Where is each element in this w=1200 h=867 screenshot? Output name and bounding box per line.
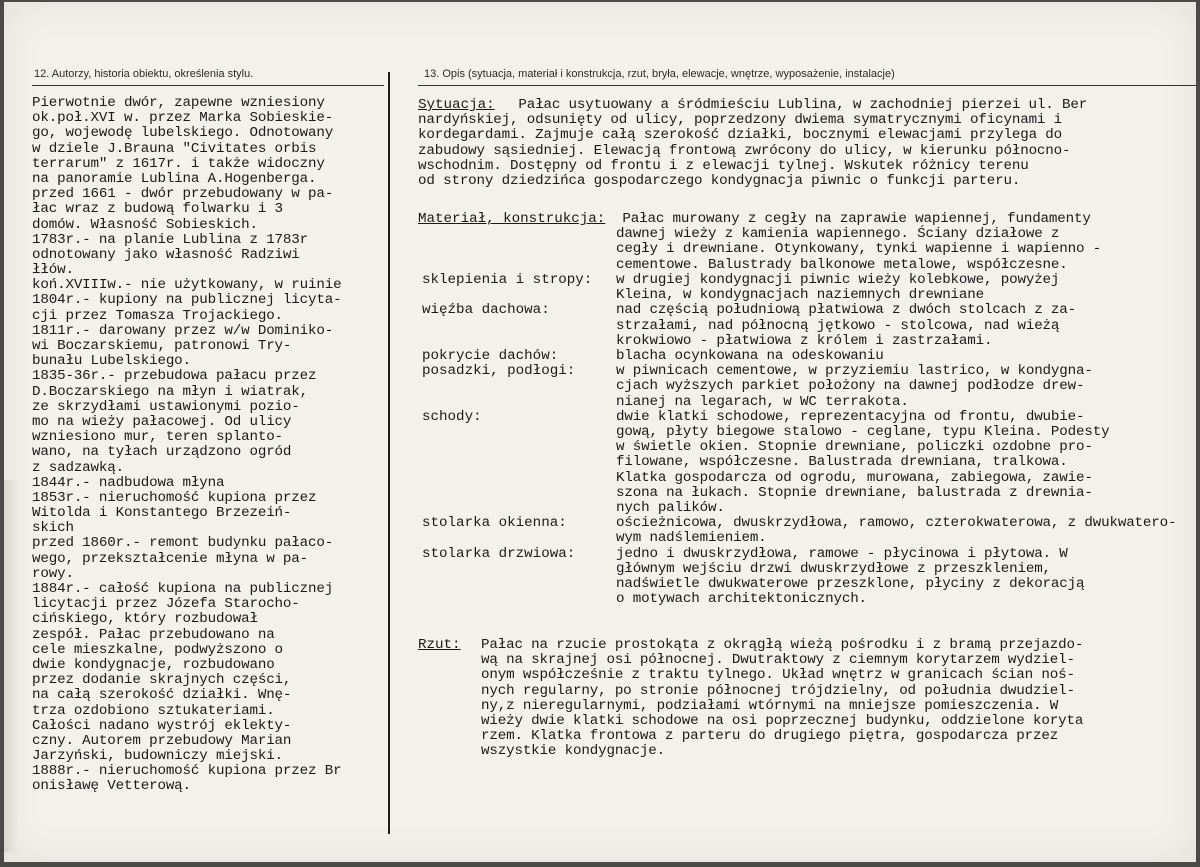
text-line: wschodnim. Dostępny od frontu i z elewacji tylnej. Wskutek różnicy terenu [418,157,1029,174]
text-line: Witolda i Konstantego Brzezeiń- [32,505,292,522]
text-line: w świetle okien. Stopnie drewniane, policzki ozdobne pro- [616,439,1093,456]
text-line: przed 1661 - dwór przebudowany w pa- [32,186,334,203]
text-line: onisławę Vetterową. [32,778,191,795]
text-line: bunału Lubelskiego. [32,353,191,370]
text-line: 1888r.- nieruchomość kupiona przez Br [32,763,342,780]
sytuacja-label: Sytuacja: [418,97,495,113]
item-label: stolarka drzwiowa: [422,545,576,562]
text-line: cegły i drewniane. Otynkowany, tynki wapienne i wapienno - [616,241,1102,258]
text-line: ok.poł.XVI w. przez Marka Sobieskie- [32,110,334,127]
text-line: 1804r.- kupiony na publicznej licyta- [32,292,342,309]
text-line: głównym wejściu drzwi dwuskrzydłowe z przeszkleniem, [616,560,1051,577]
sytuacja-text [418,98,1087,189]
item-label: schody: [422,408,482,425]
text-line: nad częścią południową płatwiowa z dwóch stolcach z za- [616,302,1077,319]
text-line: strzałami, nad północną jętkowo - stolcowa, nad wieżą [616,317,1060,334]
text-line: rzem. Klatka frontowa z parteru do drugiego piętra, gospodarcza przez [481,728,1059,745]
item-text [616,516,1176,546]
text-line: łłów. [32,262,74,279]
text-line: przez dodanie skrajnych części, [32,672,292,689]
text-line: cji przez Tomasza Trojackiego. [32,307,283,324]
text-line: jedno i dwuskrzydłowa, ramowe - płycinowa i płytowa. W [616,545,1068,562]
text-line: 1783r.- na planie Lublina z 1783r [32,231,309,248]
text-line: w dziele J.Brauna "Civitates orbis [32,140,317,157]
text-line: wego, przekształcenie młyna w pa- [32,550,309,567]
text-line: odnotowany jako własność Radziwi [32,246,300,263]
material-first-line: Pałac murowany z cegły na zaprawie wapiennej, fundamenty [614,211,1091,227]
paper-fold-shadow [4,480,18,852]
text-line: blacha ocynkowana na odeskowaniu [616,348,884,364]
text-line: Pierwotnie dwór, zapewne wzniesiony [32,95,325,111]
text-line: krokwiowo - płatwiowa z królem i zastrzałami. [616,332,993,349]
text-line: ościeżnicowa, dwuskrzydłowa, ramowo, czterokwaterowa, z dwukwatero- [616,515,1177,532]
item-label: więźba dachowa: [422,302,550,319]
text-line: 1853r.- nieruchomość kupiona przez [32,489,317,506]
text-line: filowane, współczesne. Balustrada drewniana, tralkowa. [616,454,1068,471]
text-line: 1884r.- całość kupiona na publicznej [32,581,334,597]
text-line: w drugiej kondygnacji piwnic wieży kolebkowe, powyżej [616,272,1060,288]
left-column-header: 12. Autorzy, historia obiektu, określenia stylu. [34,68,254,80]
text-line: z sadzawką. [32,459,125,476]
text-line: D.Boczarskiego na młyn i wiatrak, [32,383,309,400]
text-line: dwie klatki schodowe, reprezentacyjna od frontu, dwubie- [616,408,1085,425]
text-line: dwie kondygnacje, rozbudowano [32,656,275,673]
text-line: na panoramie Lublina A.Hogenberga. [32,170,317,187]
text-line: Pałac usytuowany a śródmieściu Lublina, w zachodniej pierzei ul. Ber [510,97,1088,113]
text-line: nianej na legarach, w WC terrakota. [616,393,909,410]
text-line: gową, płyty biegowe stalowo - ceglane, typu Kleina. Podesty [616,423,1110,440]
text-line: Całości nadano wystrój eklekty- [32,717,292,734]
text-line: wą na skrajnej osi północnej. Dwutraktowy z ciemnym korytarzem wydziel- [481,652,1075,669]
text-line: szona na łukach. Stopnie drewniane, balustrada z drewnia- [616,484,1093,501]
text-line: cjach wyższych parkiet położony na dawnej podłodze drew- [616,378,1085,395]
text-line: zespół. Pałac przebudowano na [32,626,275,643]
text-line: cele mieszkalne, podwyższono o [32,641,283,658]
item-label: pokrycie dachów: [422,348,559,364]
text-line: wieży dwie klatki schodowe na osi poprzecznej budynku, oddzielone koryta [481,712,1084,729]
item-label: posadzki, podłogi: [422,363,576,380]
material-label: Materiał, konstrukcja: [418,211,606,227]
text-line: 1811r.- darowany przez w/w Dominiko- [32,322,334,339]
text-line: cińskiego, który rozbudował [32,611,258,628]
rzut-text [481,638,1083,760]
item-text [616,364,1093,410]
text-line: wzniesiono mur, teren splanto- [32,429,283,446]
text-line: ny,z nieregularnymi, podziałami wtórnymi na mniejsze pomieszczenia. W [481,697,1059,714]
text-line: trza ozdobiono sztukateriami. [32,702,275,719]
item-text [616,410,1109,516]
text-line: nych palików. [616,499,725,516]
item-text [616,273,1059,303]
text-line: domów. Własność Sobieskich. [32,216,258,233]
text-line: o motywach architektonicznych. [616,591,867,608]
text-line: wym nadślemieniem. [616,530,767,547]
text-line: licytacji przez Józefa Starocho- [32,596,300,613]
text-line: Jarzyński, budowniczy miejski. [32,748,283,765]
text-line: Klatka gospodarcza od ogrodu, murowana, zabiegowa, zawie- [616,469,1093,486]
text-line: wi Boczarskiemu, patronowi Try- [32,338,292,354]
text-line: Pałac na rzucie prostokąta z okrągłą wieżą pośrodku i z bramą przejazdo- [481,637,1084,653]
rzut-label: Rzut: [418,637,461,653]
text-line: mo na wieży pałacowej. Od ulicy [32,413,292,430]
text-line: skich [32,520,74,537]
text-line: nych regularny, po stronie północnej trójdzielny, od południa dwudziel- [481,682,1075,699]
history-text [32,96,341,795]
text-line: ze skrzydłami ustawionymi pozio- [32,398,300,415]
item-text [616,547,1084,608]
column-divider [388,72,390,834]
text-line: rowy. [32,565,74,582]
text-line: go, wojewodę lubelskiego. Odnotowany [32,125,334,142]
text-line: terrarum" z 1617r. i także widoczny [32,155,325,172]
text-line: przed 1860r.- remont budynku pałaco- [32,535,334,552]
item-label: stolarka okienna: [422,515,567,532]
text-line: nadświetle dwukwaterowe przeszklone, płyciny z dekoracją [616,575,1085,592]
right-header-rule [418,85,1196,86]
text-line: wano, na tyłach urządzono ogród [32,444,292,461]
material-text [616,227,1101,273]
text-line: kordegardami. Zajmuje całą szerokość działki, bocznymi elewacjami przylega do [418,127,1063,144]
text-line: w piwnicach cementowe, w przyziemiu lastrico, w kondygna- [616,363,1093,380]
text-line: Kleina, w kondygnacjach naziemnych drewniane [616,287,985,304]
right-column-header: 13. Opis (sytuacja, materiał i konstrukcja, rzut, bryła, elewacje, wnętrze, wyposażenie, instalacje) [424,68,895,80]
item-label: sklepienia i stropy: [422,272,593,288]
text-line: nardyńskiej, odsunięty od ulicy, poprzedzony dwiema symatrycznymi oficynami i [418,112,1063,129]
text-line: dawnej wieży z kamienia wapiennego. Ściany działowe z [616,226,1060,243]
left-header-rule [32,85,384,86]
text-line: onym współcześnie z traktu tylnego. Układ wnętrz w granicach ścian noś- [481,667,1075,684]
text-line: 1844r.- nadbudowa młyna [32,474,225,491]
text-line: zabudowy sąsiedniej. Elewacją frontową zwrócony do ulicy, w kierunku północno- [418,142,1071,159]
item-text [616,349,884,364]
text-line: łac wraz z budową folwarku i 3 [32,201,283,218]
text-line: na całą szerokość działki. Wnę- [32,687,292,704]
text-line: 1835-36r.- przebudowa pałacu przez [32,368,317,385]
document-sheet [4,2,1196,862]
text-line: wszystkie kondygnacje. [481,743,666,760]
text-line: czny. Autorem przebudowy Marian [32,732,292,749]
text-line: cementowe. Balustrady balkonowe metalowe, współczesne. [616,256,1068,273]
text-line: od strony dziedzińca gospodarczego kondygnacja piwnic o funkcji parteru. [418,172,1021,189]
item-text [616,303,1076,349]
text-line: koń.XVIIIw.- nie użytkowany, w ruinie [32,277,342,294]
